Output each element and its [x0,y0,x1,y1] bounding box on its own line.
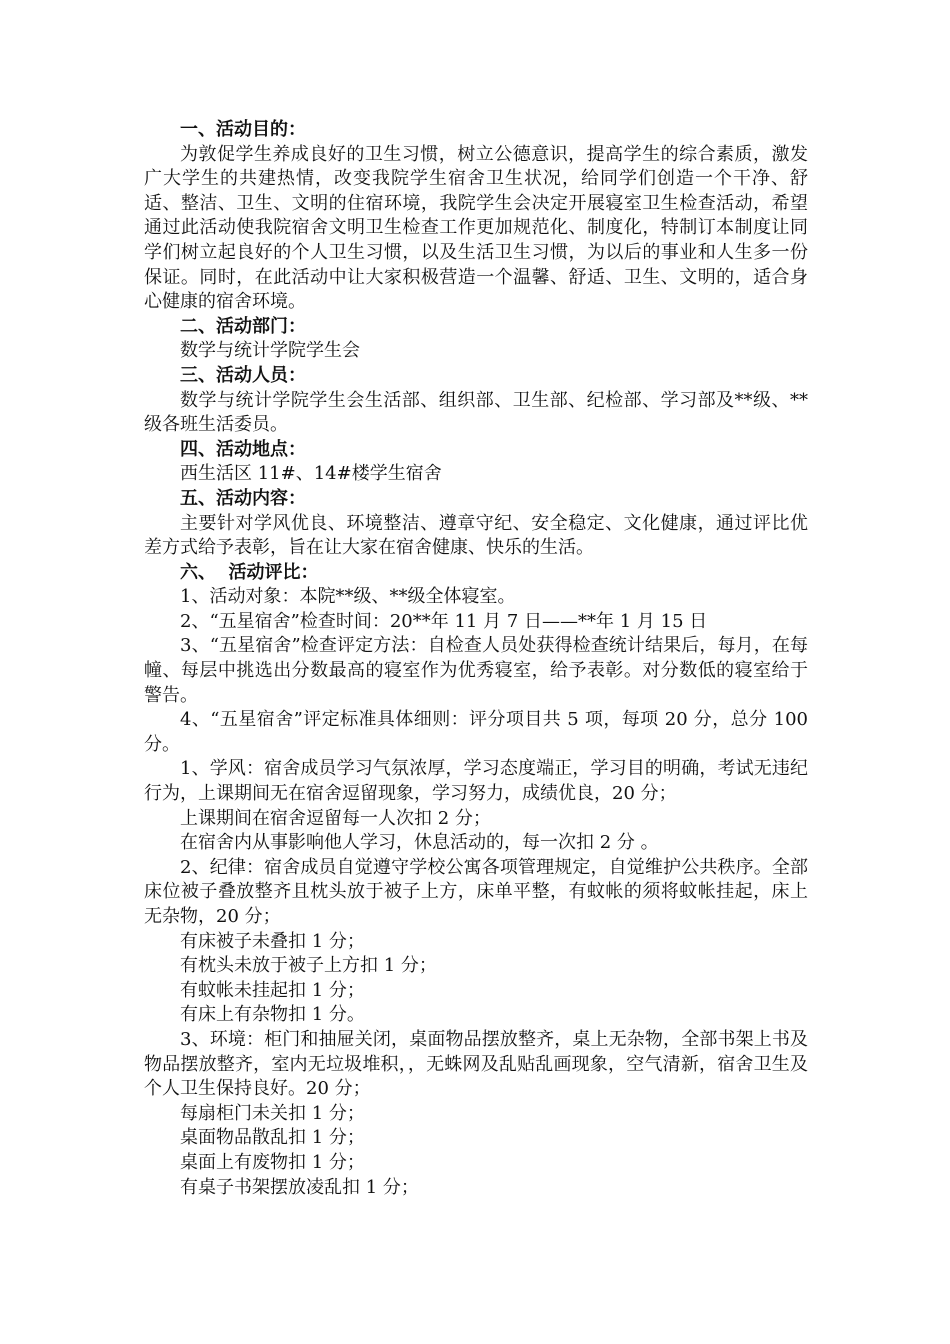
section-heading-personnel: 三、活动人员： [180,364,306,386]
personnel-paragraph: 数学与统计学院学生会生活部、组织部、卫生部、纪检部、学习部及**级、**级各班生活委员。 [144,389,808,436]
section-heading-content: 五、活动内容： [180,487,306,509]
environment-deduction: 桌面物品散乱扣 1 分； [180,1127,365,1149]
evaluation-time: 2、“五星宿舍”检查时间：20**年 11 月 7 日——**年 1 月 15 日 [180,610,708,632]
location-paragraph: 西生活区 11#、14#楼学生宿舍 [180,463,442,485]
evaluation-target: 1、活动对象：本院**级、**级全体寝室。 [180,586,516,608]
content-paragraph: 主要针对学风优良、环境整洁、遵章守纪、安全稳定、文化健康，通过评比优差方式给予表彰，旨在让大家在宿舍健康、快乐的生活。 [144,512,808,559]
study-style-deduction: 上课期间在宿舍逗留每一人次扣 2 分； [180,807,491,829]
environment-paragraph: 3、环境：柜门和抽屉关闭，桌面物品摆放整齐，桌上无杂物，全部书架上书及物品摆放整齐，室内无垃圾堆积，，无蛛网及乱贴乱画现象，空气清新，宿舍卫生及个人卫生保持良好。20 分； [144,1028,808,1100]
document-body [144,118,808,1200]
environment-deduction: 每扇柜门未关扣 1 分； [180,1102,365,1124]
discipline-paragraph: 2、纪律：宿舍成员自觉遵守学校公寓各项管理规定，自觉维护公共秩序。全部床位被子叠放整齐且枕头放于被子上方，床单平整，有蚊帐的须将蚊帐挂起，床上无杂物，20 分； [144,856,808,927]
section-heading-location: 四、活动地点： [180,438,306,460]
study-style-deduction: 在宿舍内从事影响他人学习，休息活动的，每一次扣 2 分 。 [180,832,659,854]
section-heading-evaluation: 六、 活动评比： [180,561,319,583]
environment-deduction: 桌面上有废物扣 1 分； [180,1151,365,1173]
discipline-deduction: 有床被子未叠扣 1 分； [180,930,365,952]
section-heading-department: 二、活动部门： [180,315,306,337]
study-style-paragraph: 1、学风：宿舍成员学习气氛浓厚，学习态度端正，学习目的明确，考试无违纪行为，上课期间无在宿舍逗留现象，学习努力，成绩优良，20 分； [144,758,808,805]
department-paragraph: 数学与统计学院学生会 [180,340,360,362]
discipline-deduction: 有枕头未放于被子上方扣 1 分； [180,955,437,977]
evaluation-criteria: 4、“五星宿舍”评定标准具体细则：评分项目共 5 项，每项 20 分，总分 100 分。 [144,709,808,755]
discipline-deduction: 有蚊帐未挂起扣 1 分； [180,979,365,1001]
environment-deduction: 有桌子书架摆放凌乱扣 1 分； [180,1176,419,1198]
discipline-deduction: 有床上有杂物扣 1 分。 [180,1004,365,1026]
purpose-paragraph: 为敦促学生养成良好的卫生习惯，树立公德意识，提高学生的综合素质，激发广大学生的共建热情，改变我院学生宿舍卫生状况，给同学们创造一个干净、舒适、整洁、卫生、文明的住宿环境，我院学生会决定开展寝室卫生检查活动，希望通过此活动使我院宿舍文明卫生检查工作更加规范化、制度化，特制订本制度让同学们树立起良好的个人卫生习惯，以及生活卫生习惯，为以后的事业和人生多一份保证。同时，在此活动中让大家积极营造一个温馨、舒适、卫生、文明的，适合身心健康的宿舍环境。 [144,143,808,313]
evaluation-method: 3、“五星宿舍”检查评定方法：自检查人员处获得检查统计结果后，每月，在每幢、每层中挑选出分数最高的寝室作为优秀寝室，给予表彰。对分数低的寝室给于警告。 [144,635,808,706]
section-heading-purpose: 一、活动目的： [180,119,306,140]
